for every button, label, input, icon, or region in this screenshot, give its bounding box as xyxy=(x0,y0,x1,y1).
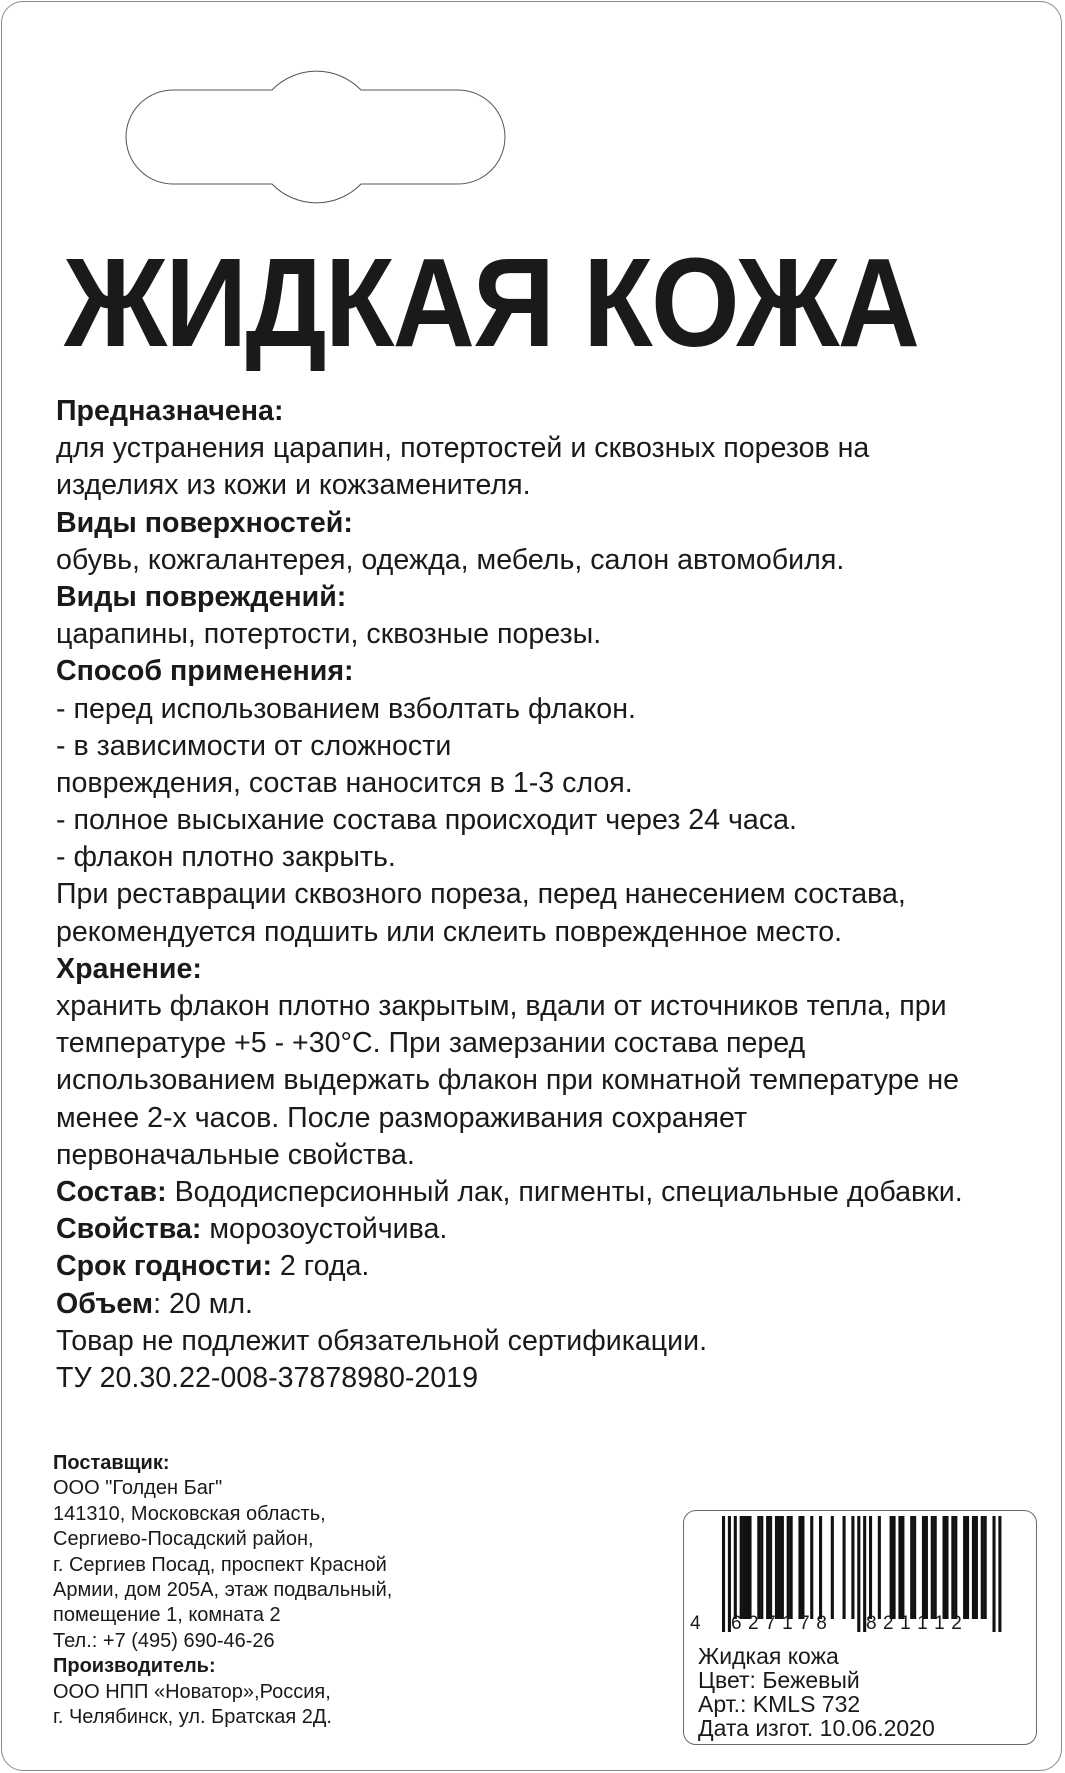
shelf-life-row xyxy=(56,1248,1056,1285)
certification-note: Товар не подлежит обязательной сертификации. xyxy=(56,1324,708,1357)
description-line: использованием выдержать флакон при комнатной температуре не xyxy=(56,1064,960,1097)
properties-label: Свойства: xyxy=(56,1213,202,1246)
barcode-left-digits: 6 2 7 1 7 8 xyxy=(731,1613,828,1634)
product-description xyxy=(56,393,1056,1397)
description-line: хранить флакон плотно закрытым, вдали от источников тепла, при xyxy=(56,990,947,1022)
section-heading: Хранение: xyxy=(56,952,202,985)
description-line: При реставрации сквозного пореза, перед нанесением состава, xyxy=(56,878,906,911)
manufacturer-line: ООО НПП «Новатор»,Россия, xyxy=(53,1680,331,1703)
manufacturer-line: г. Челябинск, ул. Братская 2Д. xyxy=(53,1705,332,1728)
section-heading: Виды повреждений: xyxy=(56,580,347,613)
volume-label: Объем xyxy=(56,1287,154,1320)
label-product-name: Жидкая кожа xyxy=(698,1643,839,1669)
shelf-life-value: 2 года. xyxy=(271,1250,370,1283)
description-line: первоначальные свойства. xyxy=(56,1138,415,1171)
technical-standard: ТУ 20.30.22-008-37878980-2019 xyxy=(56,1361,478,1394)
supplier-heading: Поставщик: xyxy=(53,1452,170,1474)
supplier-line: Сергиево-Посадский район, xyxy=(53,1528,314,1551)
volume-value: : 20 мл. xyxy=(153,1287,253,1320)
properties-row xyxy=(56,1211,1056,1248)
description-line: - полное высыхание состава происходит через 24 часа. xyxy=(56,804,797,837)
barcode-first-digit: 4 xyxy=(690,1613,701,1634)
hang-hole-icon xyxy=(0,0,1065,220)
description-line: для устранения царапин, потертостей и сквозных порезов на xyxy=(56,432,870,465)
barcode-right-digits: 8 2 1 1 1 2 xyxy=(866,1613,963,1634)
composition-value: Вододисперсионный лак, пигменты, специальные добавки. xyxy=(166,1175,963,1208)
description-line: повреждения, состав наносится в 1-3 слоя. xyxy=(56,766,633,799)
label-text xyxy=(698,1644,935,1740)
supplier-line: ООО "Голден Баг" xyxy=(53,1477,223,1500)
supplier-line: помещение 1, комната 2 xyxy=(53,1604,281,1627)
description-line: - перед использованием взболтать флакон. xyxy=(56,692,636,725)
description-line: температуре +5 - +30°С. При замерзании состава перед xyxy=(56,1027,806,1060)
description-line: менее 2-х часов. После размораживания сохраняет xyxy=(56,1101,748,1134)
section-heading: Виды поверхностей: xyxy=(56,506,353,539)
supplier-info xyxy=(53,1451,392,1730)
description-line: обувь, кожгалантерея, одежда, мебель, салон автомобиля. xyxy=(56,543,845,576)
label-article: Арт.: KMLS 732 xyxy=(698,1691,861,1717)
description-line: царапины, потертости, сквозные порезы. xyxy=(56,618,602,651)
manufacturer-heading: Производитель: xyxy=(53,1655,216,1678)
description-line: - флакон плотно закрыть. xyxy=(56,841,396,874)
supplier-line: 141310, Московская область, xyxy=(53,1502,326,1525)
composition-row xyxy=(56,1174,1056,1211)
product-title: ЖИДКАЯ КОЖА xyxy=(64,232,919,373)
description-line: - в зависимости от сложности xyxy=(56,729,452,762)
volume-row xyxy=(56,1286,1056,1323)
section-heading: Предназначена: xyxy=(56,395,284,427)
supplier-line: Армии, дом 205А, этаж подвальный, xyxy=(53,1578,393,1601)
label-manufacture-date: Дата изгот. 10.06.2020 xyxy=(698,1715,935,1741)
composition-label: Состав: xyxy=(56,1175,167,1208)
shelf-life-label: Срок годности: xyxy=(56,1250,272,1283)
section-heading: Способ применения: xyxy=(56,655,354,688)
properties-value: морозоустойчива. xyxy=(201,1213,448,1246)
supplier-line: г. Сергиев Посад, проспект Красной xyxy=(53,1553,387,1576)
label-color: Цвет: Бежевый xyxy=(698,1667,860,1693)
description-line: рекомендуется подшить или склеить поврежденное место. xyxy=(56,915,843,948)
description-line: изделиях из кожи и кожзаменителя. xyxy=(56,469,531,502)
supplier-phone: Тел.: +7 (495) 690-46-26 xyxy=(53,1629,275,1652)
